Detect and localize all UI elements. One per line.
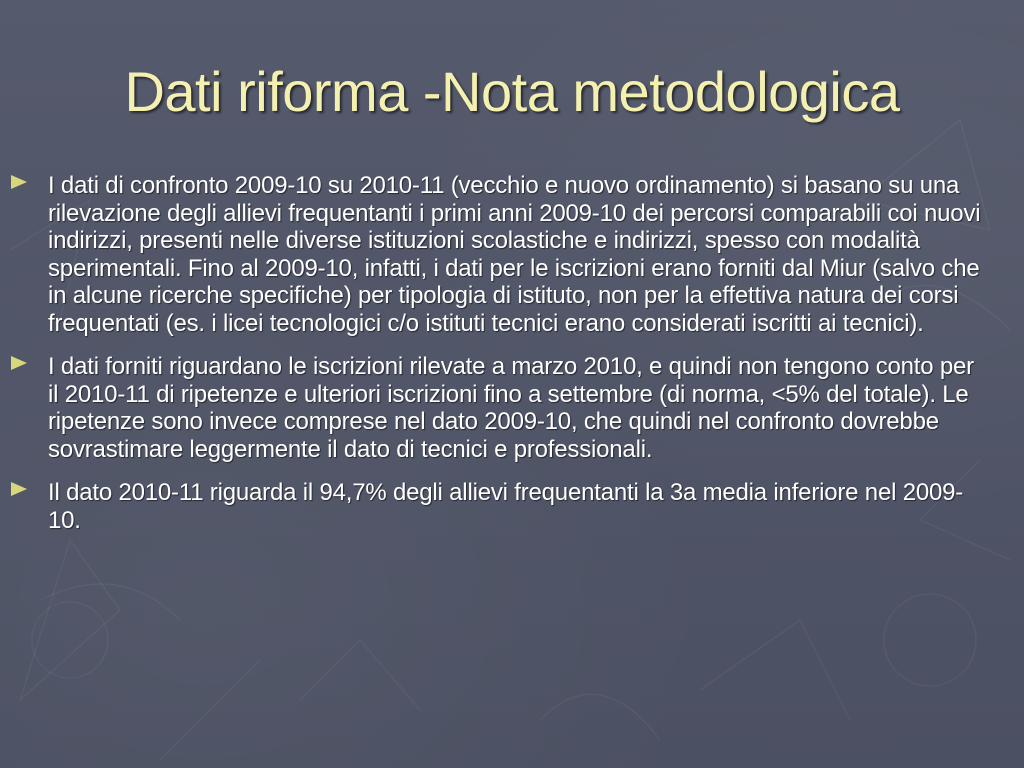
slide-title: Dati riforma -Nota metodologica	[124, 60, 900, 123]
bullet-text: I dati forniti riguardano le iscrizioni rilevate a marzo 2010, e quindi non tengono conto per il 2010-11 di ripetenze e ulteriori iscrizioni fino a settembre (di norma, <5% del totale). Le ripetenze sono invece comprese nel dato 2009-10, che quindi nel confronto dovrebbe sovrastimare leggermente il dato di tecnici e professionali.	[48, 353, 974, 463]
triangle-bullet-icon	[11, 482, 27, 496]
list-item	[48, 172, 988, 337]
bullet-list	[0, 172, 1024, 550]
list-item	[48, 353, 988, 463]
triangle-bullet-icon	[11, 356, 27, 370]
triangle-bullet-icon	[11, 175, 27, 189]
list-item	[48, 479, 988, 534]
bullet-text: Il dato 2010-11 riguarda il 94,7% degli allievi frequentanti la 3a media inferiore nel 2009-10.	[48, 479, 964, 534]
bullet-text: I dati di confronto 2009-10 su 2010-11 (vecchio e nuovo ordinamento) si basano su una rilevazione degli allievi frequentanti i primi anni 2009-10 dei percorsi comparabili coi nuovi indirizzi, presenti nelle diverse istituzioni scolastiche e indirizzi, spesso con modalità sperimentali. Fino al 2009-10, infatti, i dati per le iscrizioni erano forniti dal Miur (salvo che in alcune ricerche specifiche) per tipologia di istituto, non per la effettiva natura dei corsi frequentati (es. i licei tecnologici c/o istituti tecnici erano considerati iscritti ai tecnici).	[48, 172, 981, 337]
